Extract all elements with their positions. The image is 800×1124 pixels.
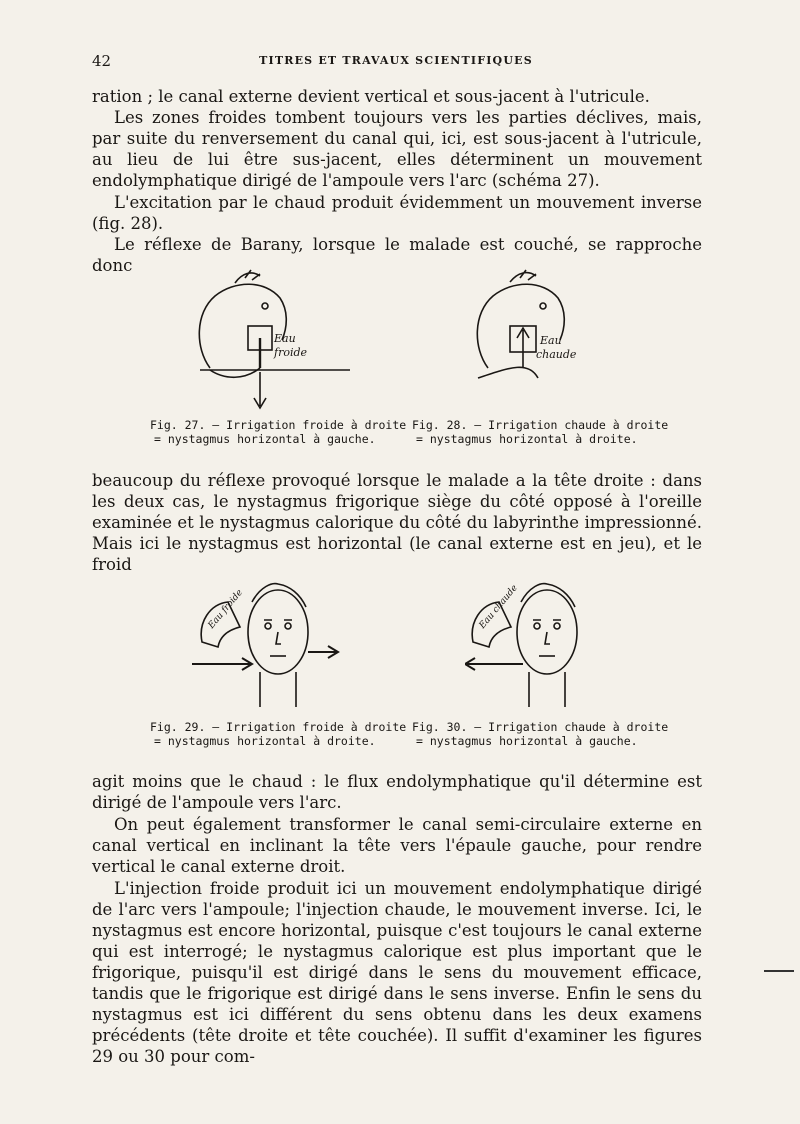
page-number: 42 <box>92 52 112 70</box>
figure-30 <box>465 572 615 712</box>
figure-28-caption <box>412 418 668 446</box>
paragraph-4: Le réflexe de Barany, lorsque le malade est couché, se rapproche donc <box>92 235 702 275</box>
figure-28-caption-line2: = nystagmus horizontal à droite. <box>416 432 638 446</box>
figure-29-caption-line2: = nystagmus horizontal à droite. <box>154 734 376 748</box>
figure-27-label-2: froide <box>274 346 308 359</box>
figure-30-label: Eau chaude <box>477 583 520 631</box>
figure-27-drawing <box>190 268 360 413</box>
paragraph-5: beaucoup du réflexe provoqué lorsque le malade a la tête droite : dans les deux cas, le nystagmus frigorique siège du côté opposé à l'oreille examinée et le nystagmus calorique du côté du labyrinthe impressionné. Mais ici le nystagmus est horizontal (le canal externe est en jeu), et le froid <box>92 471 702 574</box>
figure-28-label-2: chaude <box>536 348 577 361</box>
figure-30-caption-line1: Fig. 30. — Irrigation chaude à droite <box>412 720 669 734</box>
figure-29-label: Eau froide <box>206 587 245 631</box>
figure-28 <box>468 268 608 398</box>
figure-27-caption-line1: Fig. 27. — Irrigation froide à droite <box>150 418 407 432</box>
running-title: TITRES ET TRAVAUX SCIENTIFIQUES <box>259 54 533 67</box>
figure-29 <box>190 572 340 712</box>
margin-mark <box>764 970 794 972</box>
figure-27 <box>190 268 360 413</box>
figure-30-drawing <box>465 572 615 712</box>
paragraph-2: Les zones froides tombent toujours vers les parties déclives, mais, par suite du renversement du canal qui, ici, est sous-jacent à l'utricule, au lieu de lui être sus-jacent, elles déterminent un mouvement endolymphatique dirigé de l'ampoule vers l'arc (schéma 27). <box>92 108 702 190</box>
figure-29-caption-line1: Fig. 29. — Irrigation froide à droite <box>150 720 407 734</box>
paragraph-1: ration ; le canal externe devient vertical et sous-jacent à l'utricule. <box>92 87 650 106</box>
figure-28-label-1: Eau <box>540 334 562 347</box>
figure-29-drawing <box>190 572 340 712</box>
figure-30-caption <box>412 720 668 748</box>
figure-27-label-1: Eau <box>274 332 296 345</box>
paragraph-7: On peut également transformer le canal semi-circulaire externe en canal vertical en inclinant la tête vers l'épaule gauche, pour rendre vertical le canal externe droit. <box>92 815 702 876</box>
figure-28-drawing <box>468 268 608 398</box>
paragraph-8: L'injection froide produit ici un mouvement endolymphatique dirigé de l'arc vers l'ampoule; l'injection chaude, le mouvement inverse. Ici, le nystagmus est encore horizontal, puisque c'est toujours le canal externe qui est interrogé; le nystagmus calorique est plus important que le frigorique, puisqu'il est dirigé dans le sens du mouvement efficace, tandis que le frigorique est dirigé dans le sens inverse. Enfin le sens du nystagmus est ici différent du sens obtenu dans les deux examens précédents (tête droite et tête couchée). Il suffit d'examiner les figures 29 ou 30 pour com- <box>92 879 702 1066</box>
page-header <box>92 52 700 72</box>
paragraph-3: L'excitation par le chaud produit évidemment un mouvement inverse (fig. 28). <box>92 193 702 233</box>
figure-29-caption <box>150 720 406 748</box>
figure-27-caption-line2: = nystagmus horizontal à gauche. <box>154 432 376 446</box>
paragraph-6: agit moins que le chaud : le flux endolymphatique qu'il détermine est dirigé de l'ampoule vers l'arc. <box>92 772 702 812</box>
figure-27-caption <box>150 418 406 446</box>
figure-30-caption-line2: = nystagmus horizontal à gauche. <box>416 734 638 748</box>
figure-28-caption-line1: Fig. 28. — Irrigation chaude à droite <box>412 418 669 432</box>
